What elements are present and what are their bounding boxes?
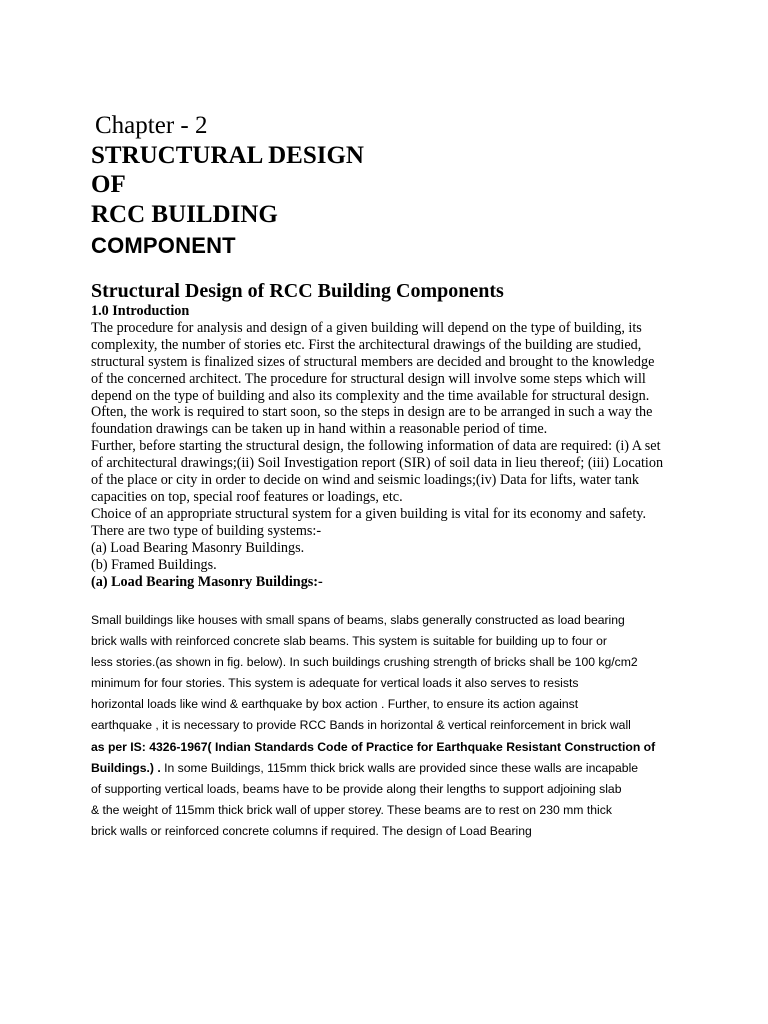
body-line: depend on the type of building and also its complexity and the time available for structural design.: [91, 387, 650, 404]
paragraph-line: less stories.(as shown in fig. below). In such buildings crushing strength of bricks shall be 100 kg/cm2: [91, 655, 638, 670]
introduction-subheading: 1.0 Introduction: [91, 303, 190, 319]
masonry-buildings-paragraph: [91, 610, 691, 842]
body-line: complexity, the number of stories etc. First the architectural drawings of the building are studied,: [91, 336, 642, 353]
paragraph-line: of supporting vertical loads, beams have to be provide along their lengths to support adjoining slab: [91, 781, 622, 796]
paragraph-line: minimum for four stories. This system is adequate for vertical loads it also serves to resists: [91, 676, 579, 691]
paragraph-line: horizontal loads like wind & earthquake by box action . Further, to ensure its action against: [91, 697, 579, 712]
body-line: There are two type of building systems:-: [91, 522, 322, 539]
body-line: foundation drawings can be taken up in hand within a reasonable period of time.: [91, 421, 548, 438]
title-line-1: STRUCTURAL DESIGN: [91, 142, 364, 169]
paragraph-line: Small buildings like houses with small spans of beams, slabs generally constructed as load bearing: [91, 613, 625, 627]
body-line: of the place or city in order to decide on wind and seismic loadings;(iv) Data for lifts, water tank: [91, 472, 640, 489]
body-line: The procedure for analysis and design of a given building will depend on the type of building, its: [91, 319, 642, 336]
body-line: of the concerned architect. The procedure for structural design will involve some steps which will: [91, 370, 646, 387]
title-line-2: OF: [91, 171, 126, 198]
paragraph-line: brick walls or reinforced concrete columns if required. The design of Load Bearing: [91, 823, 532, 838]
code-reference-end: Buildings.) .: [91, 760, 161, 775]
paragraph-line: brick walls with reinforced concrete slab beams. This system is suitable for building up to four or: [91, 634, 607, 649]
paragraph-line: as per IS: 4326-1967( Indian Standards Code of Practice for Earthquake Resistant Construction of: [91, 739, 656, 754]
body-line: (a) Load Bearing Masonry Buildings.: [91, 539, 305, 556]
chapter-label: Chapter - 2: [95, 112, 208, 139]
title-line-4: COMPONENT: [91, 233, 236, 258]
body-line: structural system is finalized sizes of structural members are decided and brought to the knowledge: [91, 353, 655, 370]
paragraph-line: & the weight of 115mm thick brick wall of upper storey. These beams are to rest on 230 mm thick: [91, 802, 612, 817]
body-line: Choice of an appropriate structural system for a given building is vital for its economy and safety.: [91, 505, 647, 522]
paragraph-line: earthquake , it is necessary to provide RCC Bands in horizontal & vertical reinforcement in brick wall: [91, 718, 631, 733]
paragraph-text: In some Buildings, 115mm thick brick walls are provided since these walls are incapable: [160, 760, 639, 775]
title-line-3: RCC BUILDING: [91, 201, 278, 228]
body-line: of architectural drawings;(ii) Soil Investigation report (SIR) of soil data in lieu thereof; (iii) Location: [91, 455, 664, 472]
section-title: Structural Design of RCC Building Components: [91, 280, 504, 302]
paragraph-line: [91, 758, 691, 779]
body-line: capacities on top, special roof features or loadings, etc.: [91, 488, 403, 505]
masonry-subheading: (a) Load Bearing Masonry Buildings:-: [91, 573, 323, 590]
introduction-section: [91, 303, 671, 590]
body-line: Often, the work is required to start soon, so the steps in design are to be arranged in such a way the: [91, 404, 653, 421]
body-line: (b) Framed Buildings.: [91, 556, 217, 573]
body-line: Further, before starting the structural design, the following information of data are required: (i) A set: [91, 438, 661, 455]
